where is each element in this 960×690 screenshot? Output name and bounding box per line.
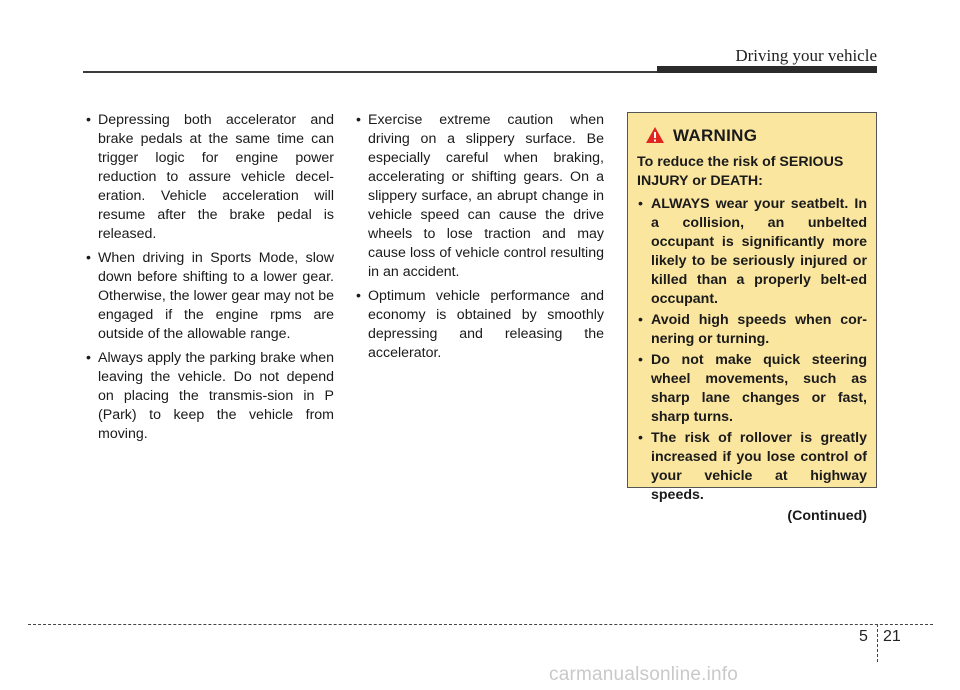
section-title: Driving your vehicle (735, 46, 877, 65)
footer-divider (28, 624, 933, 625)
warning-item: • Avoid high speeds when cor-nering or turning. (637, 311, 867, 349)
warning-continued: (Continued) (787, 508, 867, 524)
warning-triangle-icon (645, 126, 665, 144)
watermark: carmanualsonline.info (549, 664, 739, 685)
warning-header (637, 123, 867, 147)
list-item: • Depressing both accelerator and brake pedals at the same time can trigger logic for engine power reduction to assure vehicle decel-eration. Vehicle acceleration will resume after the brake pedal is released. (83, 111, 334, 244)
list-item: • Optimum vehicle performance and economy is obtained by smoothly depressing and releasing the accelerator. (353, 287, 604, 363)
list-item: • Exercise extreme caution when driving on a slippery surface. Be especially careful when braking, accelerating or shifting gears. On a slippery surface, an abrupt change in vehicle speed can cause the drive wheels to lose traction and may cause loss of vehicle control resulting in an accident. (353, 111, 604, 282)
list-item: • When driving in Sports Mode, slow down before shifting to a lower gear. Otherwise, the lower gear may not be engaged if the engine rpms are outside of the allowable range. (83, 249, 334, 344)
page-number-divider (877, 624, 878, 662)
text-column-middle (353, 111, 604, 368)
warning-title: WARNING (673, 125, 758, 145)
chapter-number: 5 (859, 628, 868, 645)
warning-item: • ALWAYS wear your seatbelt. In a collision, an unbelted occupant is significantly more likely to be seriously injured or killed than a properly belt-ed occupant. (637, 195, 867, 309)
list-item: • Always apply the parking brake when leaving the vehicle. Do not depend on placing the transmis-sion in P (Park) to keep the vehicle from moving. (83, 349, 334, 444)
text-column-left (83, 111, 334, 449)
header-rule-thick (657, 66, 877, 73)
warning-item: • Do not make quick steering wheel movements, such as sharp lane changes or fast, sharp turns. (637, 351, 867, 427)
warning-intro: To reduce the risk of SERIOUS INJURY or DEATH: (637, 154, 844, 189)
header-rule-thin (83, 71, 663, 73)
warning-box (627, 112, 877, 524)
page-number: 21 (883, 628, 901, 645)
warning-item: • The risk of rollover is greatly increased if you lose control of your vehicle at highway speeds. (637, 429, 867, 505)
